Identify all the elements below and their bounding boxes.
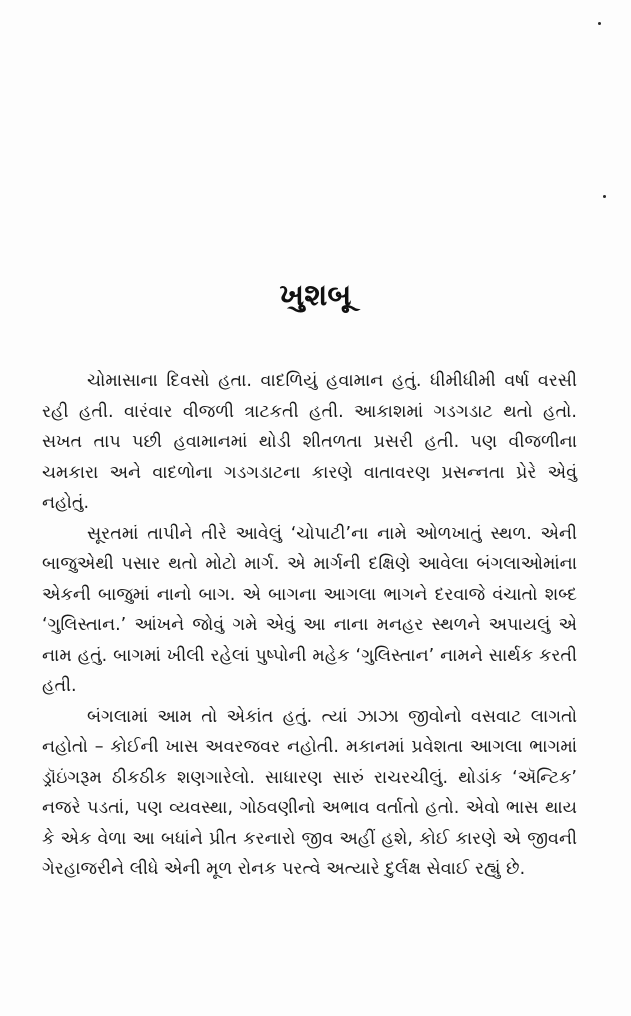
page-speck (603, 195, 606, 198)
chapter-title: ખુશબૂ (279, 278, 352, 313)
paragraph: સૂરતમાં તાપીને તીરે આવેલું ‘ચોપાટી’ના નામે ઓળખાતું સ્થળ. એની બાજુએથી પસાર થતો મોટો માર્ગ. એ માર્ગની દક્ષિણે આવેલા બંગલાઓમાંના એકની બાજુમાં નાનો બાગ. એ બાગના આગલા ભાગને દરવાજે વંચાતો શબ્દ ‘ગુલિસ્તાન.’ આંખને જોવું ગમે એવું આ નાના મનહર સ્થળને અપાયલું એ નામ હતું. બાગમાં ખીલી રહેલાં પુષ્પોની મહેક ‘ગુલિસ્તાન’ નામને સાર્થક કરતી હતી. (42, 523, 577, 696)
paragraph: ચોમાસાના દિવસો હતા. વાદળિયું હવામાન હતું. ધીમીધીમી વર્ષા વરસી રહી હતી. વારંવાર વીજળી ત્રાટકતી હતી. આકાશમાં ગડગડાટ થતો હતો. સખત તાપ પછી હવામાનમાં થોડી શીતળતા પ્રસરી હતી. પણ વીજળીના ચમકારા અને વાદળોના ગડગડાટના કારણે વાતાવરણ પ્રસન્નતા પ્રેરે એવું નહોતું. (42, 371, 577, 513)
chapter-body (42, 366, 577, 885)
page-speck (598, 22, 601, 25)
paragraph: બંગલામાં આમ તો એકાંત હતું. ત્યાં ઝાઝા જીવોનો વસવાટ લાગતો નહોતો – કોઈની ખાસ અવરજવર નહોતી. મકાનમાં પ્રવેશતા આગલા ભાગમાં ડ્રૉઇંગરૂમ ઠીકઠીક શણગારેલો. સાધારણ સારું રાચરચીલું. થોડાંક ‘ઍન્ટિક’ નજરે પડતાં, પણ વ્યવસ્થા, ગોઠવણીનો અભાવ વર્તાતો હતો. એવો ભાસ થાય કે એક વેળા આ બધાંને પ્રીત કરનારો જીવ અહીં હશે, કોઈ કારણે એ જીવની ગેરહાજરીને લીધે એની મૂળ રોનક પરત્વે અત્યારે દુર્લક્ષ સેવાઈ રહ્યું છે. (42, 706, 577, 879)
